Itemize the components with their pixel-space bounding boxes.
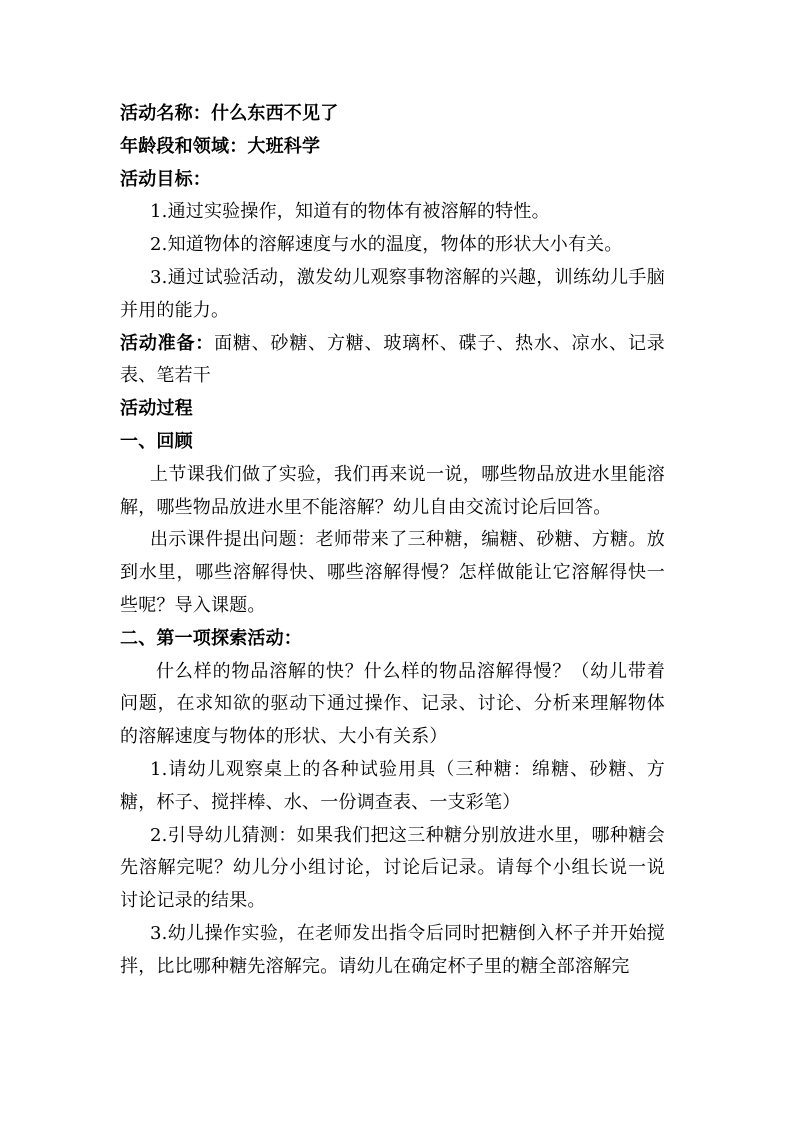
section1-heading: 一、回顾 <box>120 430 193 452</box>
section1-paragraph: 上节课我们做了实验，我们再来说一说，哪些物品放进水里能溶解，哪些物品放进水里不能溶解？幼儿自由交流讨论后回答。 <box>120 463 665 518</box>
section2-step: 3.幼儿操作实验，在老师发出指令后同时把糖倒入杯子并开始搅拌，比比哪种糖先溶解完。请幼儿在确定杯子里的糖全部溶解完 <box>120 922 665 977</box>
activity-name: 活动名称：什么东西不见了 <box>120 103 339 124</box>
age-and-field: 年龄段和领域：大班科学 <box>120 135 321 157</box>
process-heading: 活动过程 <box>120 398 193 420</box>
preparation-text: 面糖、砂糖、方糖、玻璃杯、碟子、热水、凉水、记录表、笔若干 <box>120 332 665 387</box>
section2-step: 2.引导幼儿猜测：如果我们把这三种糖分别放进水里，哪种糖会先溶解完呢？幼儿分小组讨论，讨论后记录。请每个小组长说一说讨论记录的结果。 <box>120 824 665 912</box>
section2-intro: 什么样的物品溶解的快？什么样的物品溶解得慢？（幼儿带着问题，在求知欲的驱动下通过操作、记录、讨论、分析来理解物体的溶解速度与物体的形状、大小有关系） <box>120 660 665 748</box>
goal-item: 1.通过实验操作，知道有的物体有被溶解的特性。 <box>150 201 550 223</box>
goal-item: 2.知道物体的溶解速度与水的温度，物体的形状大小有关。 <box>150 234 623 256</box>
preparation <box>120 328 665 394</box>
section2-step: 1.请幼儿观察桌上的各种试验用具（三种糖：绵糖、砂糖、方糖，杯子、搅拌棒、水、一份调查表、一支彩笔） <box>120 758 665 813</box>
preparation-label: 活动准备： <box>120 332 215 354</box>
goal-item: 3.通过试验活动，激发幼儿观察事物溶解的兴趣，训练幼儿手脑并用的能力。 <box>120 266 665 321</box>
section2-heading: 二、第一项探索活动： <box>120 627 302 649</box>
goals-heading: 活动目标： <box>120 168 211 190</box>
document-body <box>120 98 665 984</box>
section1-paragraph: 出示课件提出问题：老师带来了三种糖，编糖、砂糖、方糖。放到水里，哪些溶解得快、哪些溶解得慢？怎样做能让它溶解得快一些呢？导入课题。 <box>120 529 665 616</box>
